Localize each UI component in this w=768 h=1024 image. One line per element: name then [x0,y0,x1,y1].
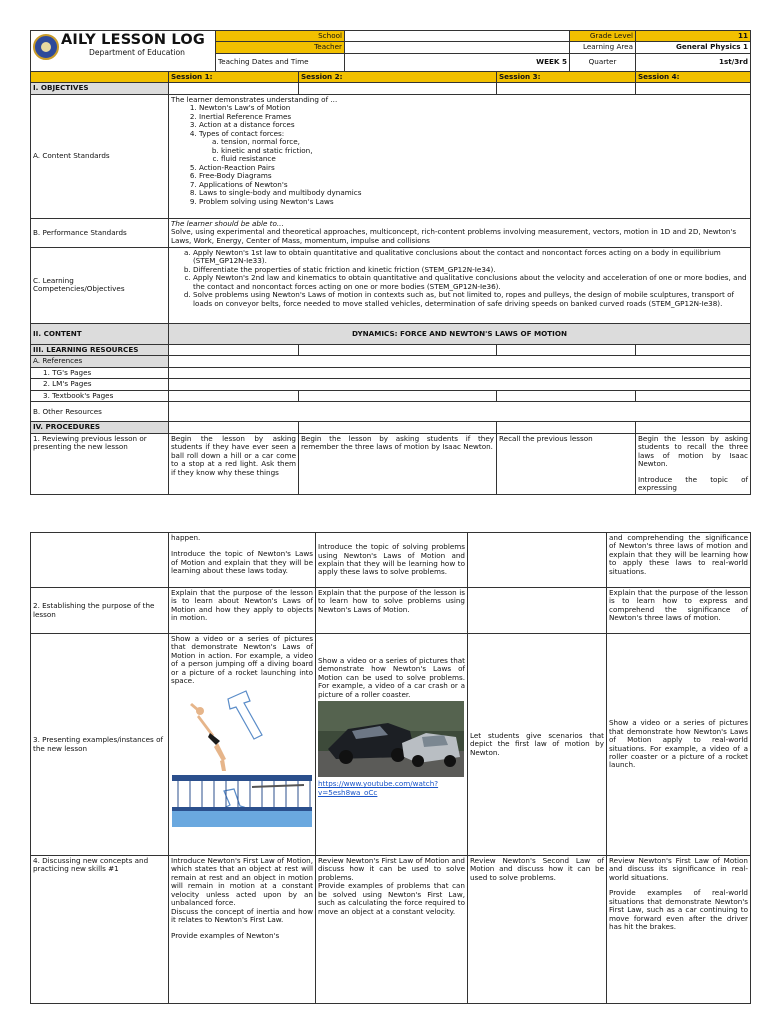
list-item: d. Solve problems using Newton's Laws of motion in contexts such as, but not limited to, ropes and pulleys, the design of mobile sculptures, transport of loads on conveyor belts, force needed to move stalled vehicles, determination of safe driving speeds on banked curved roads (STEM_GP12N-Ie38). [193,291,748,308]
session-2-header: Session 2: [299,71,497,82]
grade-level-value: 11 [636,31,751,42]
document-title: AILY LESSON LOG [61,32,205,48]
discussing-session-2: Review Newton's First Law of Motion and discuss how it can be used to solve problems. Provide examples of problems that can be solved using Newton's First Law, such as calculating the force required to move an object at a constant velocity. [316,856,468,1004]
list-item: 1. Newton's Law's of Motion [199,104,748,112]
examples-session-4: Show a video or a series of pictures that demonstrate how Newton's Laws of Motion apply to real-world situations. For example, a video of a roller coaster or a picture of a rocket launch. [607,634,751,856]
purpose-label: 2. Establishing the purpose of the lesson [31,588,169,634]
performance-intro: The learner should be able to... [171,218,284,228]
teaching-dates-value: WEEK 5 [345,53,570,71]
list-item: 6. Free-Body Diagrams [199,172,748,180]
reviewing-session-1: Begin the lesson by asking students if they have ever seen a ball roll down a hill or a car come to a stop at a red light. Ask them if they know why these things [169,433,299,494]
procedures-heading: IV. PROCEDURES [31,422,169,433]
teaching-dates-label: Teaching Dates and Time [216,53,345,71]
purpose-session-4: Explain that the purpose of the lesson is to learn how to express and comprehend the significance of Newton's three laws of motion. [607,588,751,634]
discussing-label: 4. Discussing new concepts and practicing new skills #1 [31,856,169,1004]
content-standards-label: A. Content Standards [31,94,169,218]
header-brand [31,31,216,72]
competencies [169,247,751,323]
list-item: c. Apply Newton's 2nd law and kinematics to obtain quantitative and qualitative conclusions about the velocity and acceleration of one or more bodies, and the contact and noncontact forces acting on one or more bodies (STEM_GP12N-Ie36). [193,274,748,291]
lm-pages-label: 2. LM's Pages [31,379,169,390]
performance-standards [169,218,751,247]
session-4-header: Session 4: [636,71,751,82]
learning-area-label: Learning Area [570,42,636,53]
content-standards-intro: The learner demonstrates understanding of ... [171,94,338,104]
session-3-header: Session 3: [497,71,636,82]
discussing-session-4: Review Newton's First Law of Motion and discuss its significance in real-world situations. Provide examples of real-world situations that demonstrate Newton's First Law, such as a car continuing to move forward even after the driver has hit the brakes. [607,856,751,1004]
purpose-session-2: Explain that the purpose of the lesson is to learn how to solve problems using Newton's Laws of Motion. [316,588,468,634]
examples-session-3: Let students give scenarios that depict the first law of motion by Newton. [468,634,607,856]
discussing-session-3: Review Newton's Second Law of Motion and discuss how it can be used to solve problems. [468,856,607,1004]
reviewing-session-4: Begin the lesson by asking students to recall the three laws of motion by Isaac Newton. Introduce the topic of expressing [636,433,751,494]
list-item: a. tension, normal force, [221,138,748,146]
list-item: 3. Action at a distance forces [199,121,748,129]
list-item: b. kinetic and static friction, [221,147,748,155]
deped-seal-icon [33,34,59,60]
school-label: School [216,31,345,42]
diving-illustration [172,689,312,827]
competencies-label: C. Learning Competencies/Objectives [31,247,169,323]
learning-area-value: General Physics 1 [636,42,751,53]
quarter-label: Quarter [570,53,636,71]
list-item: c. fluid resistance [221,155,748,163]
teacher-value [345,42,570,53]
list-item: 8. Laws to single-body and multibody dynamics [199,189,748,197]
department-name: Department of Education [89,48,185,57]
textbook-pages-label: 3. Textbook's Pages [31,390,169,401]
intro-session-4: and comprehending the significance of Newton's three laws of motion and explain that they will be learning how to apply these laws to real-world situations. [607,533,751,588]
list-item: b. Differentiate the properties of static friction and kinetic friction (STEM_GP12N-Ie34). [193,266,748,274]
tg-pages-label: 1. TG's Pages [31,367,169,378]
intro-session-1: happen. Introduce the topic of Newton's Laws of Motion and explain that they will be learning about these laws today. [169,533,316,588]
performance-text: Solve, using experimental and theoretical approaches, multiconcept, rich-content problems involving measurement, vectors, motion in 1D and 2D, Newton's Laws, Work, Energy, Center of Mass, momentum, impulse and collisions [171,227,737,245]
content-heading: II. CONTENT [31,323,169,344]
other-resources-label: B. Other Resources [31,402,169,422]
examples-label: 3. Presenting examples/instances of the new lesson [31,634,169,856]
teacher-label: Teacher [216,42,345,53]
content-value: DYNAMICS: FORCE AND NEWTON'S LAWS OF MOTION [169,323,751,344]
objectives-heading: I. OBJECTIVES [31,83,169,94]
resources-heading: III. LEARNING RESOURCES [31,344,169,355]
intro-session-2: Introduce the topic of solving problems using Newton's Laws of Motion and explain that they will be learning how to apply these laws to solve problems. [316,533,468,588]
list-item: 5. Action-Reaction Pairs [199,164,748,172]
references-label: A. References [31,356,169,367]
lesson-log-page-1 [30,30,751,495]
reviewing-lesson-label: 1. Reviewing previous lesson or presenting the new lesson [31,433,169,494]
list-item: 4. Types of contact forces: a. tension, normal force, b. kinetic and static friction, c. fluid resistance [199,130,748,164]
school-value [345,31,570,42]
grade-level-label: Grade Level [570,31,636,42]
car-crash-photo [318,701,464,777]
list-item: 7. Applications of Newton's [199,181,748,189]
performance-standards-label: B. Performance Standards [31,218,169,247]
video-link[interactable]: https://www.youtube.com/watch?v=5esh8wa_oCc [318,779,439,797]
purpose-session-1: Explain that the purpose of the lesson is to learn about Newton's Laws of Motion and how they apply to objects in motion. [169,588,316,634]
reviewing-session-2: Begin the lesson by asking students if they remember the three laws of motion by Isaac Newton. [299,433,497,494]
session-1-header: Session 1: [169,71,299,82]
lesson-log-page-2 [30,532,751,1004]
content-standards [169,94,751,218]
session-header-blank [31,71,169,82]
list-item: 2. Inertial Reference Frames [199,113,748,121]
discussing-session-1: Introduce Newton's First Law of Motion, which states that an object at rest will remain at rest and an object in motion will remain in motion at a constant velocity unless acted upon by an unbalanced force. Discuss the concept of inertia and how it relates to Newton's First Law. Provide examples of Newton's [169,856,316,1004]
examples-session-1: Show a video or a series of pictures that demonstrate Newton's Laws of Motion in action. For example, a video of a person jumping off a diving board or a picture of a rocket launching into space. [169,634,316,856]
list-item: a. Apply Newton's 1st law to obtain quantitative and qualitative conclusions about the contact and noncontact forces acting on a body in equilibrium (STEM_GP12N-Ie33). [193,249,748,266]
reviewing-session-3: Recall the previous lesson [497,433,636,494]
list-item: 9. Problem solving using Newton's Laws [199,198,748,206]
quarter-value: 1st/3rd [636,53,751,71]
examples-session-2: Show a video or a series of pictures that demonstrate how Newton's Laws of Motion can be used to solve problems. For example, a video of a car crash or a picture of a roller coaster. https://www.youtube.com/watch?v=5esh8wa_oCc [316,634,468,856]
